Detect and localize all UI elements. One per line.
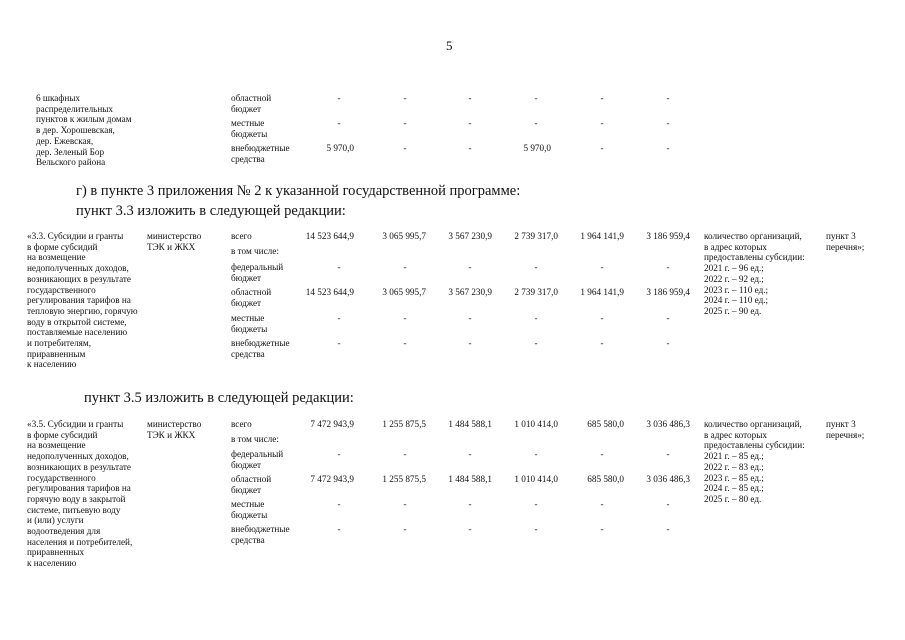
cell-3-3-total: 14 523 644,9 [305,231,354,241]
item-3-3-source-local: местные бюджеты [231,313,268,334]
cell-3-5-federal: - [403,449,407,459]
item-3-5-source-local: местные бюджеты [231,499,268,520]
item-3-3-name: «3.3. Субсидии и гранты в форме субсидий на возмещение недополученных доходов, возникающих в результате государственного регулирования тарифов на тепловую энергию, горячую воду в открытой системе, поставляемые населению и потребителям, приравненным к населению [27,231,138,370]
top-cell: - [468,118,472,128]
cell-3-5-total: 3 036 486,3 [646,419,690,429]
item-3-5-source-including: в том числе: [231,434,279,444]
top-cell: - [337,118,341,128]
cell-3-3-federal: - [403,262,407,272]
instruction-subheading-2: пункт 3.5 изложить в следующей редакции: [84,390,354,406]
cell-3-3-extrabudget: - [666,338,670,348]
top-source-local: местные бюджеты [231,118,268,139]
cell-3-5-total: 1 010 414,0 [514,419,558,429]
top-source-regional: областной бюджет [231,93,272,114]
cell-3-3-federal: - [666,262,670,272]
top-cell: - [403,93,407,103]
top-item-name-line: распределительных [36,103,114,114]
item-3-5-executor: министерство ТЭК и ЖКХ [147,419,202,440]
item-3-3-indicator: количество организаций, в адрес которых предоставлены субсидии: 2021 г. – 96 ед.; 2022 г. – 92 ед.; 2023 г. – 110 ед.; 2024 г. – 110 ед.; 2025 г. – 90 ед. [704,231,805,316]
item-3-3-source-including: в том числе: [231,246,279,256]
cell-3-5-extrabudget: - [666,524,670,534]
top-item-name-line: пунктов к жилым домам [36,114,132,125]
cell-3-5-local: - [403,499,407,509]
cell-3-5-local: - [600,499,604,509]
cell-3-5-extrabudget: - [403,524,407,534]
top-cell: - [337,93,341,103]
top-cell: 5 970,0 [523,143,551,153]
cell-3-5-federal: - [534,449,538,459]
cell-3-3-total: 3 567 230,9 [448,231,492,241]
item-3-5-indicator: количество организаций, в адрес которых предоставлены субсидии: 2021 г. – 85 ед.; 2022 г. – 83 ед.; 2023 г. – 85 ед.; 2024 г. – 85 ед.; 2025 г. – 80 ед. [704,419,805,504]
cell-3-5-regional: 1 010 414,0 [514,474,558,484]
top-cell: - [666,118,670,128]
item-3-5-source-regional: областной бюджет [231,474,272,495]
cell-3-3-federal: - [600,262,604,272]
instruction-heading: г) в пункте 3 приложения № 2 к указанной государственной программе: [76,183,521,199]
item-3-5-source-total: всего [231,419,252,429]
cell-3-3-extrabudget: - [534,338,538,348]
cell-3-3-extrabudget: - [337,338,341,348]
top-cell: - [534,118,538,128]
top-item-name-line: Вельского района [36,157,106,168]
item-3-3-source-total: всего [231,231,252,241]
item-3-3-source-federal: федеральный бюджет [231,262,284,283]
cell-3-3-federal: - [337,262,341,272]
top-item-name-line: в дер. Хорошевская, [36,125,115,136]
cell-3-3-local: - [534,313,538,323]
top-cell: - [468,93,472,103]
top-cell: - [666,93,670,103]
cell-3-5-extrabudget: - [534,524,538,534]
cell-3-5-local: - [468,499,472,509]
item-3-3-executor: министерство ТЭК и ЖКХ [147,231,202,252]
cell-3-3-regional: 3 065 995,7 [382,287,426,297]
item-3-3-source-extrabudget: внебюджетные средства [231,338,290,359]
instruction-subheading: пункт 3.3 изложить в следующей редакции: [76,203,346,219]
cell-3-3-total: 3 065 995,7 [382,231,426,241]
cell-3-5-regional: 685 580,0 [587,474,624,484]
top-cell: - [600,93,604,103]
cell-3-3-extrabudget: - [468,338,472,348]
cell-3-3-regional: 3 186 959,4 [646,287,690,297]
cell-3-5-extrabudget: - [337,524,341,534]
top-cell: - [600,143,604,153]
cell-3-3-local: - [600,313,604,323]
top-cell: - [534,93,538,103]
top-cell: - [403,143,407,153]
cell-3-5-regional: 7 472 943,9 [310,474,354,484]
cell-3-3-federal: - [468,262,472,272]
cell-3-5-local: - [534,499,538,509]
cell-3-3-local: - [468,313,472,323]
cell-3-3-local: - [403,313,407,323]
page-number: 5 [446,38,453,53]
cell-3-3-regional: 1 964 141,9 [580,287,624,297]
item-3-3-link: пункт 3 перечня»; [826,231,865,252]
cell-3-5-federal: - [468,449,472,459]
item-3-5-source-extrabudget: внебюджетные средства [231,524,290,545]
cell-3-5-local: - [337,499,341,509]
cell-3-5-regional: 1 484 588,1 [448,474,492,484]
cell-3-5-total: 1 484 588,1 [448,419,492,429]
top-cell: - [600,118,604,128]
cell-3-3-extrabudget: - [600,338,604,348]
cell-3-5-federal: - [666,449,670,459]
cell-3-5-total: 685 580,0 [587,419,624,429]
top-item-name-line: дер. Ежевская, [36,135,94,146]
cell-3-3-regional: 2 739 317,0 [514,287,558,297]
cell-3-3-local: - [337,313,341,323]
cell-3-5-total: 1 255 875,5 [382,419,426,429]
cell-3-5-extrabudget: - [600,524,604,534]
cell-3-5-federal: - [337,449,341,459]
cell-3-3-regional: 3 567 230,9 [448,287,492,297]
item-3-5-link: пункт 3 перечня»; [826,419,865,440]
item-3-5-source-federal: федеральный бюджет [231,449,284,470]
cell-3-5-extrabudget: - [468,524,472,534]
cell-3-3-local: - [666,313,670,323]
cell-3-5-federal: - [600,449,604,459]
cell-3-3-federal: - [534,262,538,272]
cell-3-5-regional: 3 036 486,3 [646,474,690,484]
cell-3-5-total: 7 472 943,9 [310,419,354,429]
cell-3-3-total: 3 186 959,4 [646,231,690,241]
top-cell: - [666,143,670,153]
top-cell: 5 970,0 [326,143,354,153]
item-3-3-source-regional: областной бюджет [231,287,272,308]
cell-3-5-regional: 1 255 875,5 [382,474,426,484]
top-item-name-line: 6 шкафных [36,93,81,103]
top-source-extrabudget: внебюджетные средства [231,143,290,164]
cell-3-5-local: - [666,499,670,509]
top-cell: - [468,143,472,153]
top-item-name [36,93,132,168]
cell-3-3-total: 2 739 317,0 [514,231,558,241]
cell-3-3-extrabudget: - [403,338,407,348]
cell-3-3-regional: 14 523 644,9 [305,287,354,297]
item-3-5-name: «3.5. Субсидии и гранты в форме субсидий на возмещение недополученных доходов, возникающих в результате государственного регулирования тарифов на горячую воду в закрытой системе, питьевую воду и (или) услуги водоотведения для населения и потребителей, приравненных к населению [27,419,133,569]
top-item-name-line: дер. Зеленый Бор [36,146,105,157]
top-cell: - [403,118,407,128]
cell-3-3-total: 1 964 141,9 [580,231,624,241]
